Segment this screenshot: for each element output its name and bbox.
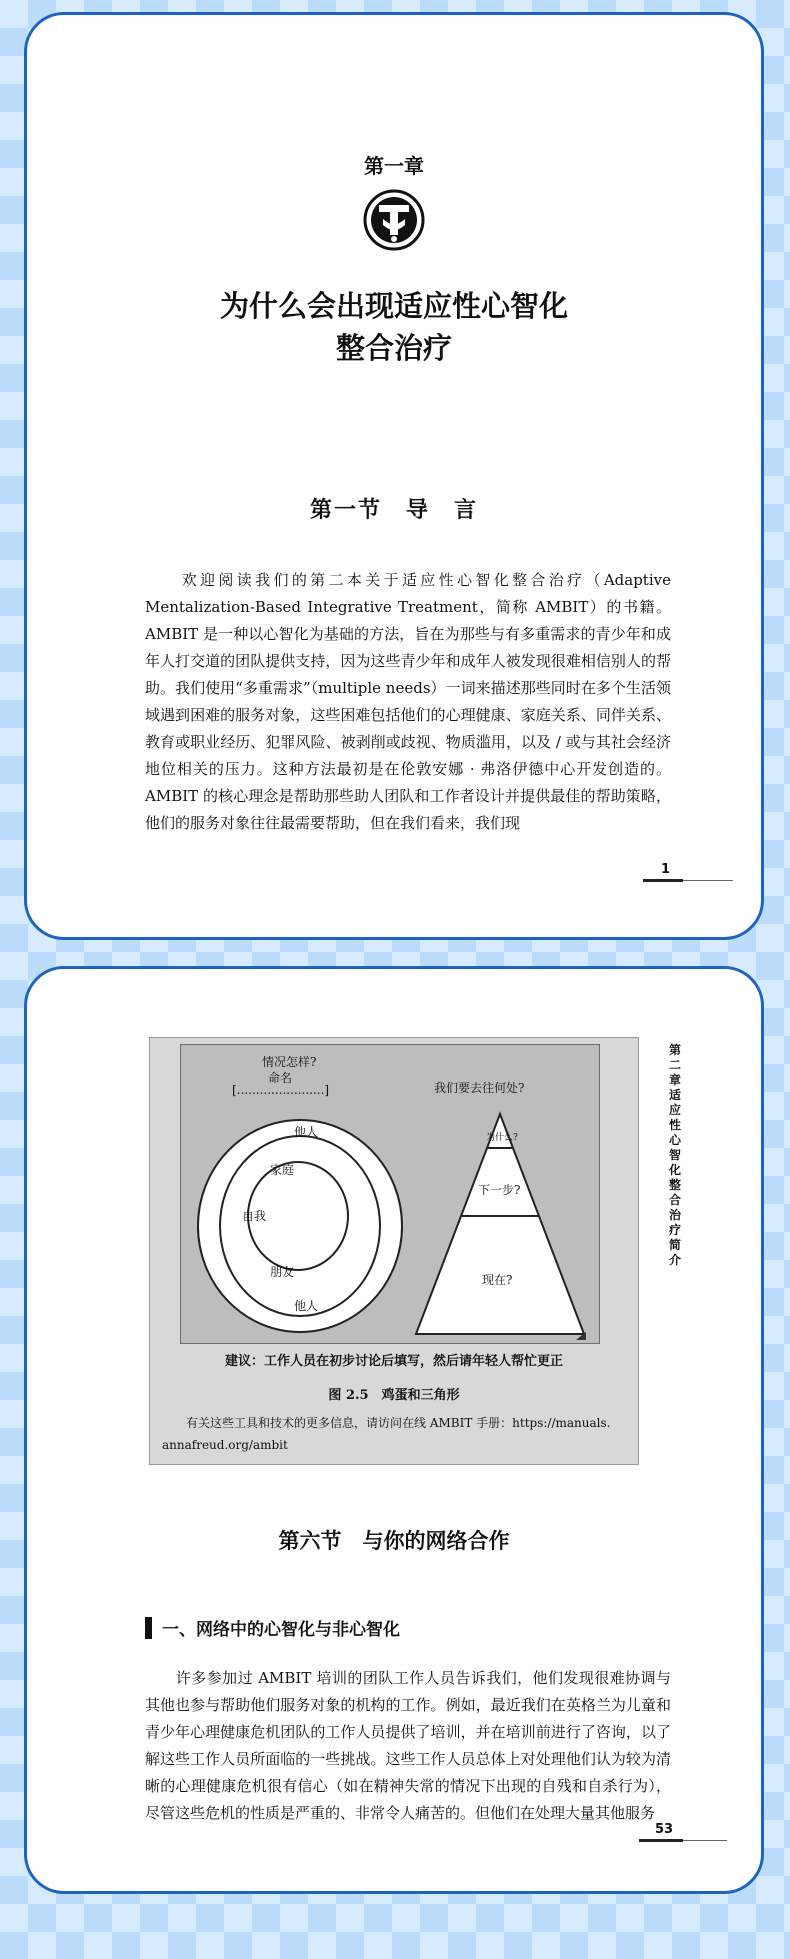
chapter-label: 第一章 [364, 154, 424, 178]
label-bracket: [.......................] [232, 1083, 330, 1097]
label-naming: 命名 [268, 1071, 293, 1085]
triangle-label-why: 为什么? [486, 1133, 518, 1143]
label-top-left: 情况怎样? [262, 1055, 317, 1069]
chapter-title [27, 285, 761, 369]
book-page-card-2 [24, 966, 764, 1894]
chapter-title-line-1: 为什么会出现适应性心智化 [219, 289, 568, 323]
chapter-emblem-icon [363, 189, 425, 251]
body-paragraph: 欢迎阅读我们的第二本关于适应性心智化整合治疗（Adaptive Mentalization-Based Integrative Treatment，简称 AMBIT）的书籍。AMBIT 是一种以心智化为基础的方法，旨在为那些与有多重需求的青少年和成年人打交道的团队提供支持，因为这些青少年和成年人被发现很难相信别人的帮助。我们使用“多重需求”（multiple needs）一词来描述那些同时在多个生活领域遇到困难的服务对象，这些困难包括他们的心理健康、家庭关系、同伴关系、教育或职业经历、犯罪风险、被剥削或歧视、物质滥用，以及 / 或与其社会经济地位相关的压力。这种方法最初是在伦敦安娜 · 弗洛伊德中心开发创造的。AMBIT 的核心理念是帮助那些助人团队和工作者设计并提供最佳的帮助策略，他们的服务对象往往最需要帮助，但在我们看来，我们现 [145, 571, 671, 832]
figure-scan [149, 1037, 639, 1465]
ring-label-self: 自我 [242, 1209, 267, 1223]
page-number: 1 [661, 862, 671, 877]
page-number-rule [683, 880, 733, 881]
egg-and-triangle-diagram [180, 1044, 600, 1344]
figure-note: 有关这些工具和技术的更多信息，请访问在线 AMBIT 手册：https://manuals. annafreud.org/ambit [162, 1416, 611, 1452]
section-title: 第一节 导 言 [309, 497, 478, 523]
book-page-card-1 [24, 12, 764, 940]
figure-suggestion: 建议：工作人员在初步讨论后填写，然后请年轻人帮忙更正 [224, 1354, 563, 1369]
figure-caption: 图 2.5 鸡蛋和三角形 [328, 1388, 460, 1403]
triangle-label-now: 现在? [482, 1273, 513, 1287]
page-number-bar [643, 879, 683, 882]
ring-label-others-bottom: 他人 [294, 1299, 319, 1313]
ring-label-family: 家庭 [270, 1163, 295, 1177]
ring-label-others-top: 他人 [294, 1125, 319, 1139]
ring-label-friends: 朋友 [270, 1265, 295, 1279]
page-number-rule [683, 1840, 727, 1841]
page-number-bar [639, 1839, 683, 1842]
triangle-label-next: 下一步? [478, 1183, 521, 1197]
body-paragraph: 许多参加过 AMBIT 培训的团队工作人员告诉我们，他们发现很难协调与其他也参与帮助他们服务对象的机构的工作。例如，最近我们在英格兰为儿童和青少年心理健康危机团队的工作人员提供了培训，并在培训前进行了咨询，以了解这些工作人员所面临的一些挑战。这些工作人员总体上对处理他们认为较为清晰的心理健康危机很有信心（如在精神失常的情况下出现的自残和自杀行为），尽管这些危机的性质是严重的、非常令人痛苦的。但他们在处理大量其他服务 [145, 1669, 671, 1822]
subsection-heading [145, 1615, 400, 1640]
page-number: 53 [655, 1822, 674, 1837]
subsection-title: 一、网络中的心智化与非心智化 [162, 1620, 400, 1640]
subsection-marker [145, 1617, 152, 1639]
running-head-vertical: 第二章 适应性心智化整合治疗简介 [668, 1043, 694, 1267]
chapter-title-line-2: 整合治疗 [335, 331, 452, 365]
section-title: 第六节 与你的网络合作 [278, 1528, 510, 1553]
label-top-right: 我们要去往何处? [434, 1081, 525, 1095]
